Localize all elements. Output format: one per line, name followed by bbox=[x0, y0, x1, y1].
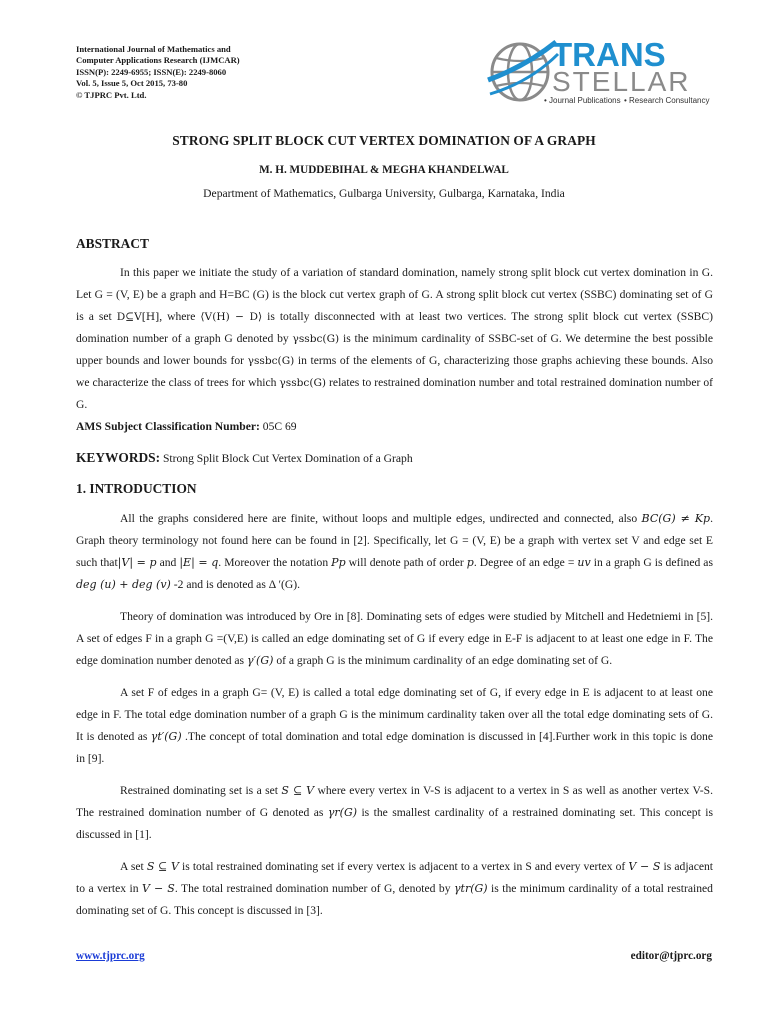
logo-word2: STELLAR bbox=[552, 66, 691, 97]
intro-heading: 1. INTRODUCTION bbox=[76, 481, 197, 496]
math-expression: Pp bbox=[331, 556, 346, 569]
text-run: is the smallest cardinality of a restrained dominating set. This concept is discussed in [1]. bbox=[76, 806, 713, 841]
intro-paragraph bbox=[76, 856, 713, 922]
text-run: . Moreover the notation bbox=[218, 556, 332, 569]
transstellar-logo bbox=[486, 36, 716, 108]
abstract-paragraph bbox=[76, 262, 713, 416]
text-run: Theory of domination was introduced by Ore in [8]. Dominating sets of edges were studied by Mitchell and Hedetniemi in [5]. A set of edges F in a graph G =(V,E) is called an edge dominating set of G if every edge in E-F is adjacent to at least one edge in F. The edge domination number denoted as bbox=[76, 610, 713, 667]
text-run: is the minimum cardinality of a total restrained dominating set of G. This concept is discussed in [3]. bbox=[76, 882, 713, 917]
text-run: of a graph G is the minimum cardinality of an edge dominating set of G. bbox=[273, 654, 613, 667]
math-expression: γt′(G) bbox=[150, 730, 182, 743]
abstract-body bbox=[76, 262, 713, 426]
text-run: .The concept of total domination and total edge domination is discussed in [4].Further work in this topic is done in [9]. bbox=[76, 730, 713, 765]
text-run: relates to restrained domination number and total restrained domination number of G. bbox=[76, 376, 713, 411]
math-expression: |E| = q bbox=[179, 556, 219, 569]
paper-title: STRONG SPLIT BLOCK CUT VERTEX DOMINATION OF A GRAPH bbox=[172, 133, 596, 148]
math-expression: γssbc(G) bbox=[279, 377, 327, 389]
math-expression: ⟨V(H) − D⟩ bbox=[200, 311, 263, 323]
text-run: . Degree of an edge = bbox=[473, 556, 578, 569]
paper-affiliation: Department of Mathematics, Gulbarga University, Gulbarga, Karnataka, India bbox=[203, 187, 565, 200]
paper-authors: M. H. MUDDEBIHAL & MEGHA KHANDELWAL bbox=[259, 164, 509, 176]
intro-paragraph bbox=[76, 508, 713, 596]
ams-classification bbox=[76, 420, 297, 433]
math-expression: V − S bbox=[142, 882, 175, 895]
text-run: in a graph G is defined as bbox=[590, 556, 713, 569]
logo-tagline1: • Journal Publications bbox=[544, 96, 621, 105]
text-run: will denote path of order bbox=[345, 556, 467, 569]
math-expression: uv bbox=[577, 556, 591, 569]
text-run: All the graphs considered here are finite, without loops and multiple edges, undirected and connected, also bbox=[120, 512, 642, 525]
intro-paragraph bbox=[76, 682, 713, 770]
journal-website-link[interactable]: www.tjprc.org bbox=[76, 950, 145, 962]
math-expression: γ′(G) bbox=[246, 654, 274, 667]
math-expression: deg (u) + deg (v) bbox=[76, 578, 171, 591]
text-run: , where bbox=[159, 310, 201, 323]
intro-paragraph bbox=[76, 606, 713, 672]
math-expression: S ⊆ V bbox=[146, 860, 179, 873]
editor-email: editor@tjprc.org bbox=[630, 950, 712, 962]
globe-icon bbox=[488, 42, 558, 100]
journal-info bbox=[76, 44, 240, 101]
ams-value: 05C 69 bbox=[259, 420, 297, 433]
text-run: is total restrained dominating set if every vertex is adjacent to a vertex in S and every vertex of bbox=[178, 860, 629, 873]
math-expression: γssbc(G) bbox=[247, 355, 295, 367]
text-run: . Graph theory terminology not found here can be found in [2]. Specifically, let G = (V, E) be a graph with vertex set V and edge set E such that bbox=[76, 512, 713, 569]
journal-line: Computer Applications Research (IJMCAR) bbox=[76, 55, 240, 66]
math-expression: V − S bbox=[628, 860, 661, 873]
math-expression: p bbox=[466, 556, 474, 569]
logo-tagline2: • Research Consultancy bbox=[624, 96, 710, 105]
math-expression: γr(G) bbox=[327, 806, 358, 819]
keywords bbox=[76, 450, 413, 466]
logo-word1: TRANS bbox=[552, 36, 666, 73]
text-run: -2 and is denoted as Δ ′(G). bbox=[170, 578, 300, 591]
text-run: and bbox=[156, 556, 180, 569]
ams-label: AMS Subject Classification Number: bbox=[76, 420, 260, 433]
text-run: is adjacent to a vertex in bbox=[76, 860, 714, 895]
text-run: A set bbox=[120, 860, 147, 873]
text-run: . The total restrained domination number of G, denoted by bbox=[174, 882, 454, 895]
text-run: A set F of edges in a graph G= (V, E) is called a total edge dominating set of G, if every edge in E is adjacent to at least one edge in F. The total edge domination number of a graph G is the minimum cardinality taken over all the total edge dominating sets of G. It is denoted as bbox=[76, 686, 713, 743]
math-expression: γssbc(G) bbox=[292, 333, 340, 345]
text-run: In this paper we initiate the study of a variation of standard domination, namely strong split block cut vertex domination in G. Let G = (V, E) be a graph and H=BC (G) is the block cut vertex graph of G. A strong split block cut vertex (SSBC) dominating set of G is a set bbox=[76, 266, 713, 323]
journal-line: ISSN(P): 2249-6955; ISSN(E): 2249-8060 bbox=[76, 66, 227, 77]
journal-line: Vol. 5, Issue 5, Oct 2015, 73-80 bbox=[76, 78, 188, 89]
math-expression: γtr(G) bbox=[453, 882, 488, 895]
text-run: where every vertex in V-S is adjacent to a vertex in S as well as another vertex V-S. The restrained domination number of G denoted as bbox=[76, 784, 713, 819]
abstract-heading: ABSTRACT bbox=[76, 236, 149, 251]
math-expression: S ⊆ V bbox=[281, 784, 315, 797]
text-run: Restrained dominating set is a set bbox=[120, 784, 282, 797]
journal-line: © TJPRC Pvt. Ltd. bbox=[76, 89, 147, 100]
keywords-value: Strong Split Block Cut Vertex Domination of a Graph bbox=[160, 452, 413, 465]
math-expression: D⊆V[H] bbox=[116, 311, 160, 323]
keywords-label: KEYWORDS: bbox=[76, 450, 161, 465]
text-run: in terms of the elements of G, characterizing those graphs achieving these bounds. Also we characterize the class of trees for which bbox=[76, 354, 713, 389]
intro-paragraph bbox=[76, 780, 713, 846]
text-run: is the minimum cardinality of SSBC-set of G. We determine the best possible upper bounds and lower bounds for bbox=[76, 332, 713, 367]
math-expression: BC(G) ≠ Kp bbox=[641, 512, 711, 525]
text-run: is totally disconnected with at least two vertices. The strong split block cut vertex (SSBC) domination number of a graph G denoted by bbox=[76, 310, 714, 345]
journal-line: International Journal of Mathematics and bbox=[76, 44, 231, 54]
intro-body bbox=[76, 508, 713, 932]
math-expression: |V| = p bbox=[117, 556, 157, 569]
